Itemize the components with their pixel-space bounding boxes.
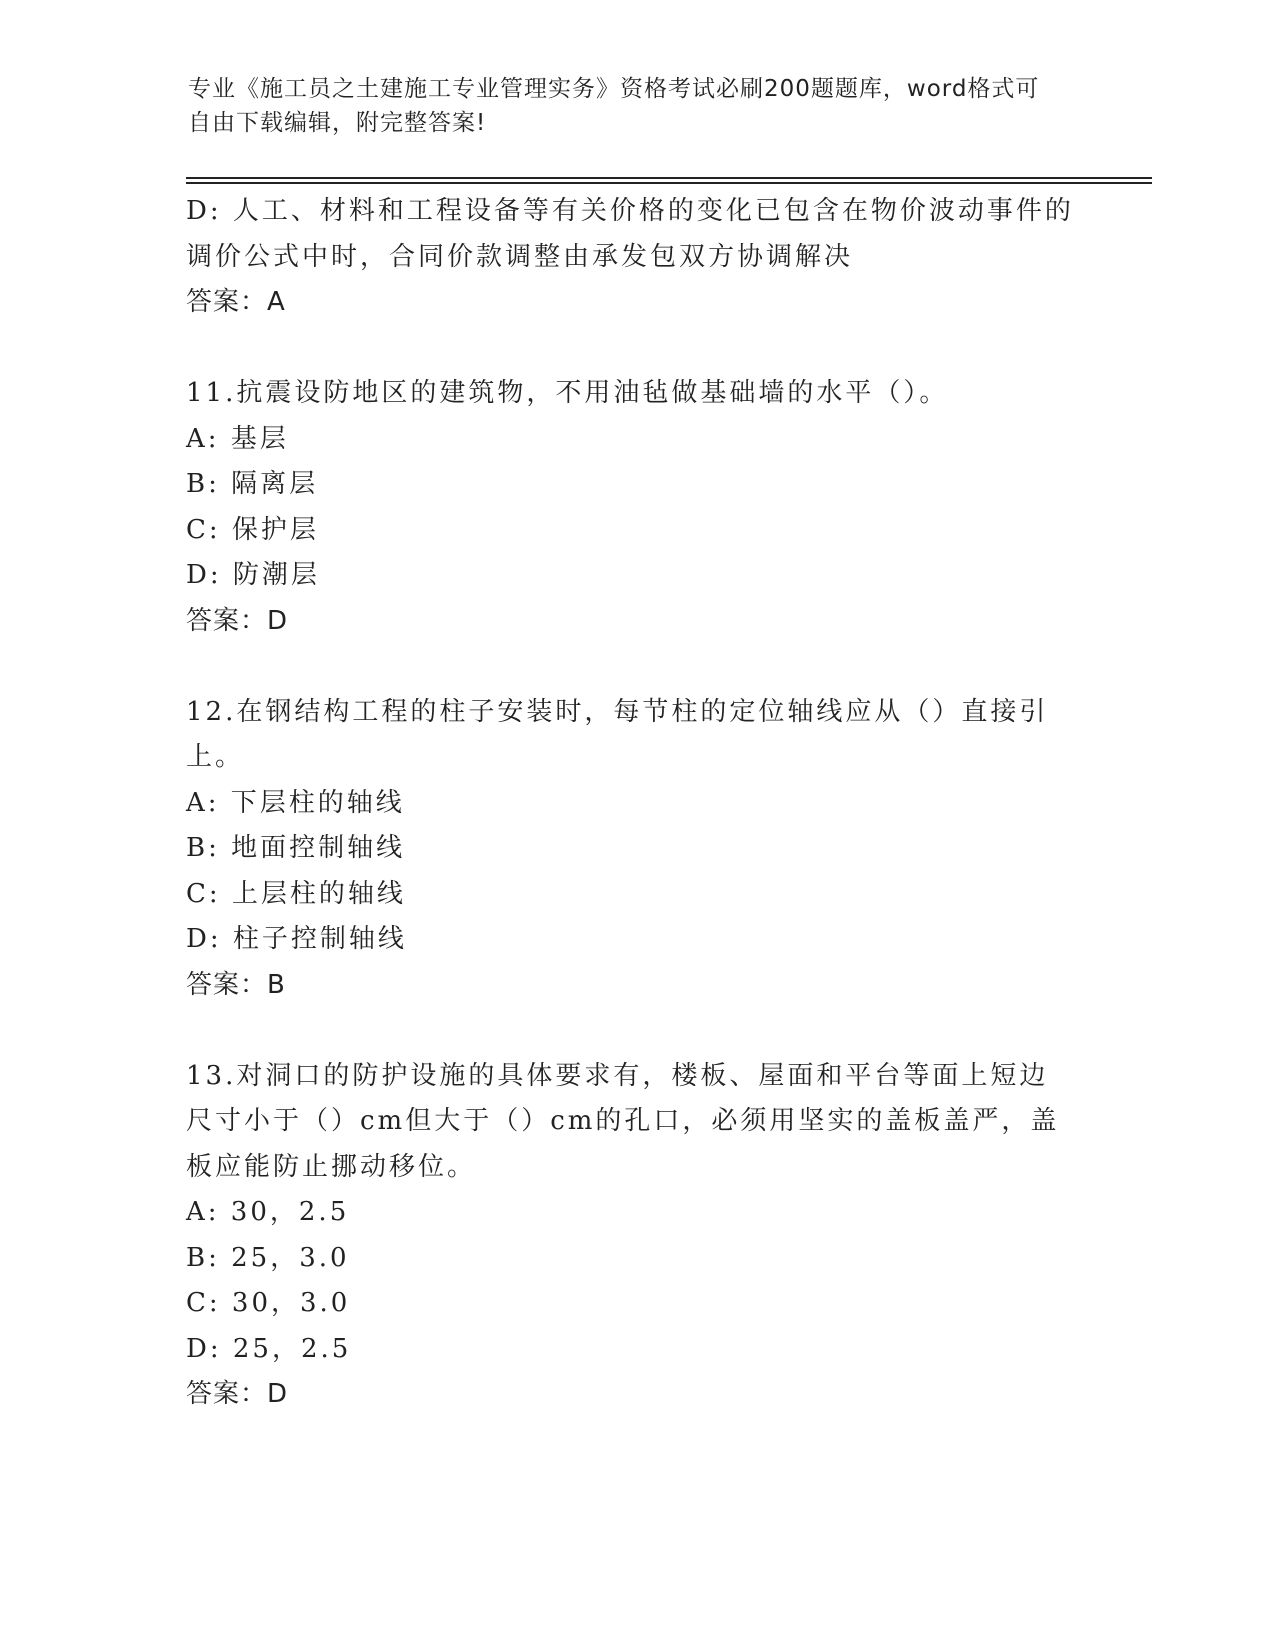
question-stem: 12.在钢结构工程的柱子安装时，每节柱的定位轴线应从（）直接引上。: [186, 696, 1049, 772]
header-rule-top: [186, 177, 1152, 179]
previous-question: [186, 189, 1076, 326]
question-spacer: [186, 326, 1076, 372]
answer-line: 答案：B: [186, 969, 286, 1000]
question-spacer: [186, 1008, 1076, 1054]
option-c: C: 上层柱的轴线: [186, 878, 406, 909]
option-b: B: 25，3.0: [186, 1242, 350, 1273]
option-a: A: 30，2.5: [186, 1197, 350, 1227]
answer-line: 答案：A: [186, 287, 286, 317]
answer-line: 答案：D: [186, 605, 289, 636]
question-11: [186, 371, 1076, 644]
option-d: D: 柱子控制轴线: [186, 924, 407, 954]
option-c: C: 保护层: [186, 514, 319, 545]
question-spacer: [186, 644, 1076, 690]
option-a: A: 基层: [186, 423, 289, 454]
option-d: D: 25，2.5: [186, 1333, 352, 1364]
answer-line: 答案：D: [186, 1379, 289, 1409]
option-d: D: 防潮层: [186, 560, 320, 590]
page-header: [188, 72, 1068, 140]
header-line-2: 自由下载编辑，附完整答案!: [188, 110, 487, 136]
header-rule-bottom: [186, 182, 1152, 184]
header-line-1: 专业《施工员之土建施工专业管理实务》资格考试必刷200题题库，word格式可: [188, 76, 1040, 102]
question-stem: 11.抗震设防地区的建筑物，不用油毡做基础墙的水平（）。: [186, 378, 949, 408]
option-b: B: 隔离层: [186, 469, 319, 499]
question-content: [186, 189, 1076, 1418]
question-12: [186, 690, 1076, 1009]
option-c: C: 30，3.0: [186, 1288, 351, 1318]
option-b: B: 地面控制轴线: [186, 833, 406, 863]
question-stem: 13.对洞口的防护设施的具体要求有，楼板、屋面和平台等面上短边尺寸小于（）cm但大于（）cm的孔口，必须用坚实的盖板盖严，盖板应能防止挪动移位。: [186, 1060, 1060, 1182]
option-d: D: 人工、材料和工程设备等有关价格的变化已包含在物价波动事件的调价公式中时，合同价款调整由承发包双方协调解决: [186, 196, 1074, 272]
question-13: [186, 1054, 1076, 1418]
option-a: A: 下层柱的轴线: [186, 787, 405, 818]
